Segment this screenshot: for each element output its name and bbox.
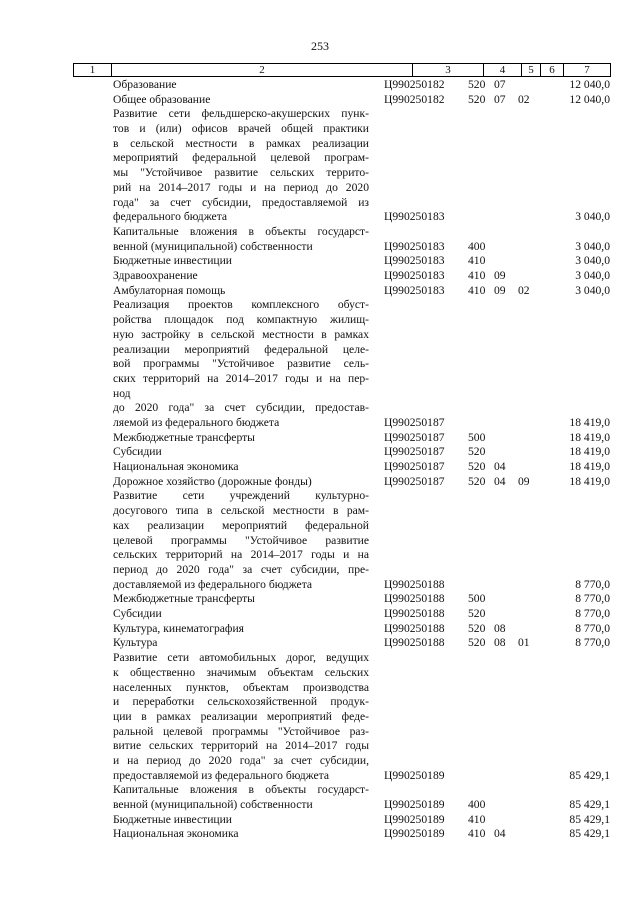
table-row [0, 78, 640, 93]
description-line: Бюджетные инвестиции [113, 812, 233, 826]
description-line: Национальная экономика [113, 460, 239, 474]
row-col-4: 520 [468, 621, 486, 635]
header-col-1: 1 [89, 64, 96, 76]
table-row [0, 284, 640, 299]
row-col-5: 04 [494, 474, 506, 488]
description-line: в сельской местности в рамках реализации [113, 136, 369, 150]
row-description [113, 298, 369, 430]
row-description [113, 107, 369, 225]
row-col-5: 04 [494, 827, 506, 841]
table-row [0, 827, 640, 842]
description-line: период до 2020 года" за счет субсидии, пре- [113, 562, 369, 576]
table-row [0, 489, 640, 592]
table-row [0, 254, 640, 269]
row-col-4: 410 [468, 269, 486, 283]
description-line: ляемой из федерального бюджета [113, 416, 280, 430]
description-line: тов и (или) офисов врачей общей практики [113, 122, 369, 136]
row-amount: 3 040,0 [575, 254, 610, 268]
table-row [0, 783, 640, 812]
row-description [113, 607, 369, 622]
row-amount: 3 040,0 [575, 210, 610, 224]
row-code: Ц990250183 [384, 283, 445, 297]
description-line: ции в рамках реализации мероприятий феде- [113, 709, 369, 723]
table-row [0, 298, 640, 430]
description-line: Культура, кинематография [113, 621, 244, 635]
row-amount: 3 040,0 [575, 283, 610, 297]
row-col-4: 500 [468, 592, 486, 606]
description-line: целевой программы "Устойчивое развитие [113, 533, 369, 547]
description-line: Межбюджетные трансферты [113, 592, 255, 606]
row-code: Ц990250183 [384, 210, 445, 224]
row-code: Ц990250183 [384, 254, 445, 268]
table-row [0, 431, 640, 446]
description-line: сельских территорий на 2014–2017 годы и на [113, 548, 369, 562]
row-amount: 3 040,0 [575, 239, 610, 253]
row-col-4: 400 [468, 798, 486, 812]
row-col-4: 400 [468, 239, 486, 253]
description-line: ную застройку в сельской местности в рамках [113, 327, 369, 341]
description-line: Развитие сети автомобильных дорог, ведущих [113, 651, 369, 665]
description-line: Бюджетные инвестиции [113, 254, 233, 268]
row-col-4: 520 [468, 460, 486, 474]
row-description [113, 78, 369, 93]
row-code: Ц990250182 [384, 78, 445, 91]
row-code: Ц990250187 [384, 416, 445, 430]
row-amount: 8 770,0 [575, 577, 610, 591]
description-line: нод [113, 386, 131, 400]
description-line: Культура [113, 636, 158, 650]
description-line: ках реализации мероприятий федеральной [113, 518, 369, 532]
description-line: Здравоохранение [113, 269, 198, 283]
description-line: Национальная экономика [113, 827, 239, 841]
row-col-5: 07 [494, 78, 506, 91]
description-line: рий на 2014–2017 годы и на период до 2020 [113, 180, 369, 194]
description-line: досугового типа в сельской местности в рам- [113, 504, 369, 518]
row-amount: 85 429,1 [569, 827, 610, 841]
row-code: Ц990250188 [384, 621, 445, 635]
row-code: Ц990250188 [384, 577, 445, 591]
description-line: мероприятий федеральной целевой програм- [113, 151, 369, 165]
description-line: Капитальные вложения в объекты государст- [113, 224, 369, 238]
row-description [113, 225, 369, 254]
row-col-4: 500 [468, 430, 486, 444]
row-code: Ц990250188 [384, 607, 445, 621]
row-amount: 8 770,0 [575, 607, 610, 621]
row-amount: 12 040,0 [569, 78, 610, 91]
description-line: Общее образование [113, 92, 211, 106]
description-line: реализации мероприятий федеральной целе- [113, 342, 369, 356]
row-col-5: 09 [494, 269, 506, 283]
row-col-5: 08 [494, 621, 506, 635]
description-line: венной (муниципальной) собственности [113, 798, 313, 812]
row-code: Ц990250187 [384, 430, 445, 444]
row-col-4: 410 [468, 812, 486, 826]
row-col-5: 08 [494, 636, 506, 650]
description-line: федерального бюджета [113, 210, 228, 224]
row-code: Ц990250189 [384, 798, 445, 812]
row-col-4: 520 [468, 78, 486, 91]
description-line: мы "Устойчивое развитие сельских террито- [113, 166, 369, 180]
row-col-4: 520 [468, 607, 486, 621]
table-row [0, 651, 640, 783]
row-code: Ц990250187 [384, 474, 445, 488]
description-line: Субсидии [113, 607, 162, 621]
table-row [0, 592, 640, 607]
row-code: Ц990250189 [384, 827, 445, 841]
row-code: Ц990250188 [384, 636, 445, 650]
header-col-4: 4 [499, 64, 506, 76]
table-row [0, 225, 640, 254]
row-col-4: 520 [468, 92, 486, 106]
description-line: Межбюджетные трансферты [113, 430, 255, 444]
description-line: Субсидии [113, 445, 162, 459]
description-line: населенных пунктов, объектам производства [113, 680, 369, 694]
row-description [113, 813, 369, 828]
row-description [113, 636, 369, 651]
row-code: Ц990250183 [384, 239, 445, 253]
description-line: ральной целевой программы "Устойчивое раз- [113, 724, 369, 738]
row-amount: 3 040,0 [575, 269, 610, 283]
description-line: вой программы "Устойчивое развитие сель- [113, 357, 369, 371]
row-col-4: 520 [468, 474, 486, 488]
row-amount: 8 770,0 [575, 636, 610, 650]
row-description [113, 827, 369, 842]
description-line: Амбулаторная помощь [113, 283, 226, 297]
description-line: Развитие сети учреждений культурно- [113, 489, 369, 503]
row-code: Ц990250188 [384, 592, 445, 606]
description-line: витие сельских территорий на 2014–2017 годы [113, 739, 369, 753]
header-col-5: 5 [528, 64, 534, 76]
row-amount: 8 770,0 [575, 592, 610, 606]
header-col-7: 7 [584, 64, 590, 76]
row-amount: 85 429,1 [569, 768, 610, 782]
row-description [113, 445, 369, 460]
header-col-6: 6 [549, 64, 555, 76]
row-col-5: 04 [494, 460, 506, 474]
table-header [73, 63, 611, 77]
description-line: венной (муниципальной) собственности [113, 239, 313, 253]
row-amount: 85 429,1 [569, 812, 610, 826]
row-description [113, 460, 369, 475]
row-col-4: 520 [468, 636, 486, 650]
row-amount: 18 419,0 [569, 416, 610, 430]
description-line: предоставляемой из федерального бюджета [113, 768, 330, 782]
row-description [113, 783, 369, 812]
row-amount: 8 770,0 [575, 621, 610, 635]
row-description [113, 431, 369, 446]
row-description [113, 254, 369, 269]
row-col-4: 410 [468, 827, 486, 841]
description-line: Дорожное хозяйство (дорожные фонды) [113, 474, 312, 488]
row-col-5: 07 [494, 92, 506, 106]
table-body [0, 78, 640, 842]
table-row [0, 445, 640, 460]
row-code: Ц990250182 [384, 92, 445, 106]
row-col-5: 09 [494, 283, 506, 297]
row-amount: 85 429,1 [569, 798, 610, 812]
description-line: к общественно значимым объектам сельских [113, 665, 369, 679]
row-amount: 12 040,0 [569, 92, 610, 106]
row-description [113, 284, 369, 299]
row-col-6: 09 [518, 474, 530, 488]
table-row [0, 475, 640, 490]
row-description [113, 489, 369, 592]
description-line: Развитие сети фельдшерско-акушерских пунк- [113, 107, 369, 121]
row-amount: 18 419,0 [569, 474, 610, 488]
row-code: Ц990250187 [384, 445, 445, 459]
description-line: Образование [113, 78, 177, 91]
row-amount: 18 419,0 [569, 460, 610, 474]
row-col-4: 520 [468, 445, 486, 459]
description-line: ройства площадок под компактную жилищ- [113, 313, 369, 327]
row-description [113, 592, 369, 607]
description-line: и переработки сельскохозяйственной продук- [113, 695, 369, 709]
row-col-6: 02 [518, 92, 530, 106]
row-amount: 18 419,0 [569, 430, 610, 444]
table-row [0, 93, 640, 108]
row-code: Ц990250183 [384, 269, 445, 283]
header-col-3: 3 [445, 64, 451, 76]
description-line: года" за счет субсидии, предоставляемой из [113, 195, 369, 209]
row-col-4: 410 [468, 254, 486, 268]
row-amount: 18 419,0 [569, 445, 610, 459]
description-line: Капитальные вложения в объекты государст- [113, 783, 369, 797]
table-row [0, 813, 640, 828]
page-number: 253 [311, 39, 329, 53]
header-col-2: 2 [259, 64, 265, 76]
row-description [113, 93, 369, 108]
description-line: доставляемой из федерального бюджета [113, 577, 313, 591]
table-row [0, 607, 640, 622]
row-col-6: 01 [518, 636, 530, 650]
row-code: Ц990250189 [384, 812, 445, 826]
row-description [113, 269, 369, 284]
row-code: Ц990250187 [384, 460, 445, 474]
table-row [0, 460, 640, 475]
table-row [0, 269, 640, 284]
table-row [0, 636, 640, 651]
row-description [113, 622, 369, 637]
row-code: Ц990250189 [384, 768, 445, 782]
table-row [0, 622, 640, 637]
description-line: до 2020 года" за счет субсидии, предостав- [113, 401, 369, 415]
row-col-6: 02 [518, 283, 530, 297]
row-description [113, 475, 369, 490]
row-description [113, 651, 369, 783]
description-line: и на период до 2020 года" за счет субсидии, [113, 754, 369, 768]
description-line: ских территорий на 2014–2017 годы и на пер- [113, 371, 369, 385]
row-col-4: 410 [468, 283, 486, 297]
table-row [0, 107, 640, 225]
description-line: Реализация проектов комплексного обуст- [113, 298, 369, 312]
